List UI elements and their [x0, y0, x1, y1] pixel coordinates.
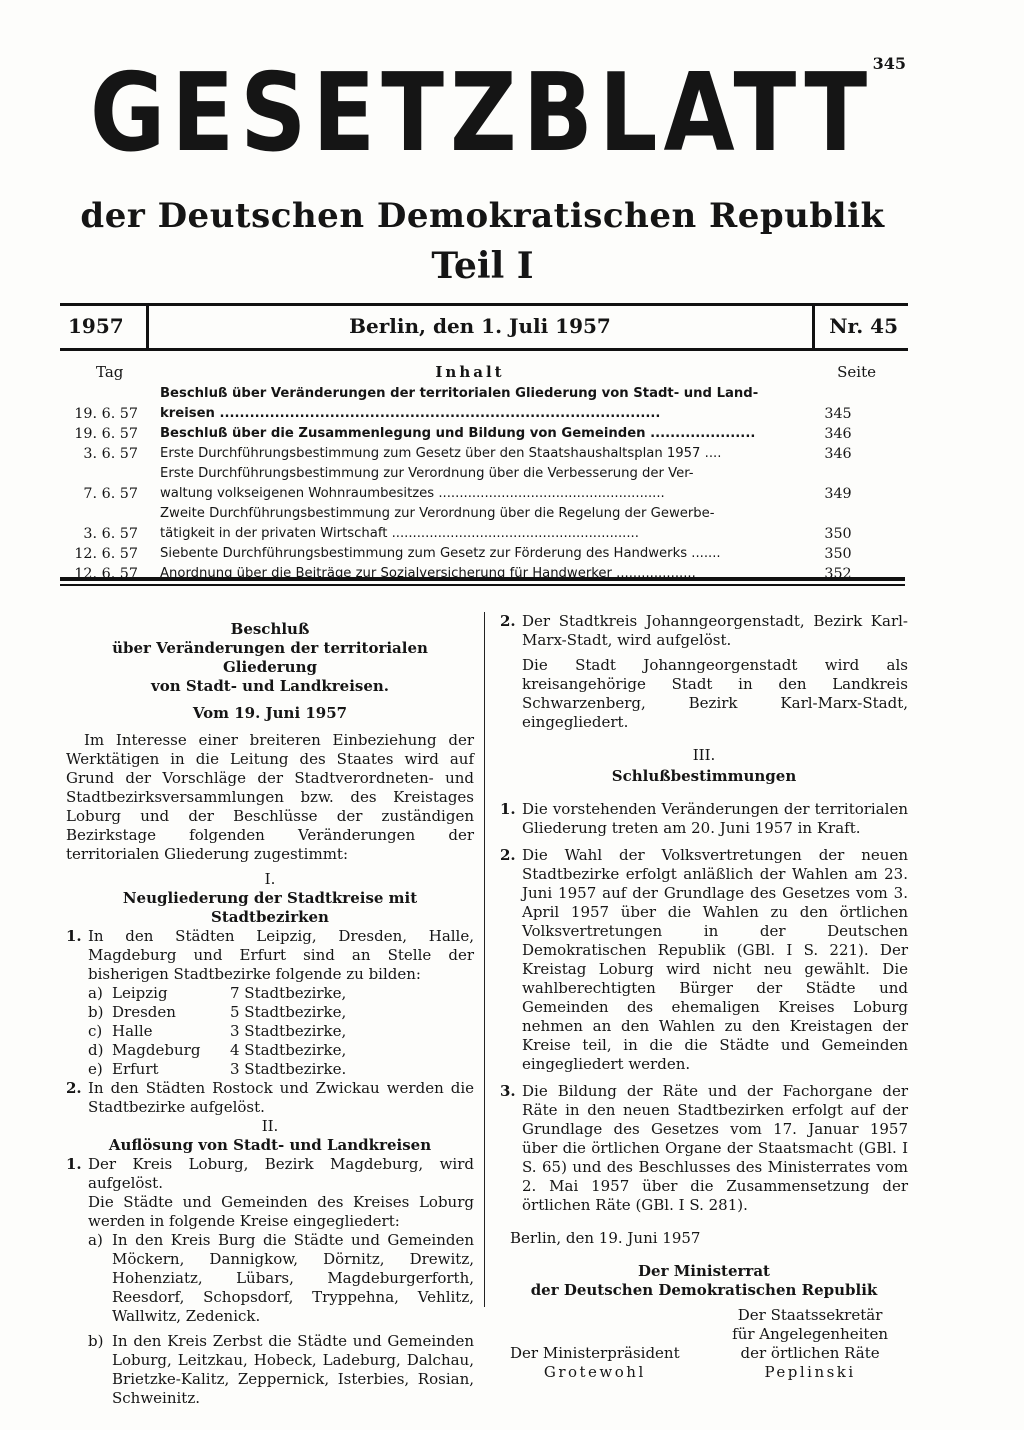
- item-text: Der Stadtkreis Johanngeorgenstadt, Bezirk Karl-Marx-Stadt, wird aufgelöst.: [522, 612, 908, 649]
- decree-title: von Stadt- und Landkreisen.: [150, 677, 390, 695]
- toc-title-line: Siebente Durchführungsbestimmung zum Gesetz zur Förderung des Handwerks .......: [160, 546, 721, 561]
- list-item: [500, 846, 908, 1074]
- item-text-line: Die Städte und Gemeinden des Kreises Loburg werden in folgende Kreise eingegliedert:: [88, 1193, 474, 1230]
- toc-page: 346: [824, 446, 852, 462]
- item-text: [88, 1155, 474, 1231]
- masthead-title: GESETZBLATT: [89, 50, 874, 176]
- district-label: b): [88, 1003, 104, 1021]
- signatory-title: Der Staatssekretär: [737, 1306, 883, 1324]
- toc-title: [160, 384, 802, 424]
- toc-row: [60, 464, 910, 504]
- toc-date: 19. 6. 57: [74, 426, 138, 442]
- table-of-contents: [60, 362, 910, 584]
- list-item: [66, 1079, 474, 1117]
- list-item: [500, 1082, 908, 1215]
- toc-row: [60, 504, 910, 544]
- district-label: a): [88, 984, 103, 1002]
- issue-number: Nr. 45: [829, 314, 898, 338]
- item-number: 1.: [66, 927, 82, 945]
- decree-title: über Veränderungen der territorialen Gliederung: [112, 639, 428, 676]
- masthead-subtitle: der Deutschen Demokratischen Republik: [80, 196, 885, 236]
- section-number: II.: [261, 1117, 279, 1135]
- decree-date: Vom 19. Juni 1957: [192, 704, 348, 722]
- district-count: 3 Stadtbezirke.: [230, 1060, 347, 1078]
- toc-page: 350: [824, 526, 852, 542]
- issue-divider: [146, 306, 149, 348]
- sub-list: [66, 1231, 474, 1408]
- toc-date: 3. 6. 57: [83, 446, 138, 462]
- list-item: [500, 612, 908, 650]
- list-item: [66, 927, 474, 984]
- item-number: 1.: [66, 1155, 82, 1173]
- toc-page: 345: [824, 406, 852, 422]
- item-number: 3.: [500, 1082, 516, 1100]
- toc-title: [160, 424, 802, 444]
- toc-col-page: Seite: [837, 363, 876, 381]
- item-text: Die Bildung der Räte und der Fachorgane der Räte in den neuen Stadtbezirken erfolgt auf der Grundlage des Gesetzes vom 17. Januar 1957 über die örtlichen Organe der Staatsmacht (GBl. I S. 65) und des Beschlusses des Ministerrates vom 2. Mai 1957 über die Zusammensetzung der örtlichen Räte (GBl. I S. 281).: [522, 1082, 908, 1214]
- district-label: c): [88, 1022, 103, 1040]
- toc-title-line: Zweite Durchführungsbestimmung zur Verordnung über die Regelung der Gewerbe-: [160, 506, 715, 521]
- district-count: 5 Stadtbezirke,: [230, 1003, 347, 1021]
- toc-date: 12. 6. 57: [74, 546, 138, 562]
- toc-date: 3. 6. 57: [83, 526, 138, 542]
- toc-row: [60, 544, 910, 564]
- toc-title: [160, 504, 802, 544]
- item-number: 2.: [500, 612, 516, 630]
- issue-divider: [812, 306, 815, 348]
- toc-page: 350: [824, 546, 852, 562]
- toc-col-day: Tag: [96, 363, 124, 381]
- sub-label: b): [88, 1332, 104, 1350]
- toc-title-line: Beschluß über die Zusammenlegung und Bildung von Gemeinden .....................: [160, 426, 756, 441]
- district-row: [88, 1041, 474, 1060]
- page-number: 345: [872, 54, 906, 73]
- district-list: [66, 984, 474, 1079]
- district-row: [88, 1022, 474, 1041]
- district-city: Magdeburg: [112, 1041, 201, 1059]
- signature-block: [500, 1344, 680, 1382]
- section-number: III.: [692, 746, 716, 764]
- toc-row: [60, 444, 910, 464]
- toc-title-line: Beschluß über Veränderungen der territorialen Gliederung von Stadt- und Land-: [160, 386, 759, 401]
- toc-title: [160, 544, 802, 564]
- place-date: Berlin, den 19. Juni 1957: [510, 1229, 701, 1247]
- section-title: Neugliederung der Stadtkreise mit Stadtbezirken: [122, 889, 418, 926]
- authority: der Deutschen Demokratischen Republik: [530, 1281, 878, 1299]
- decree-title: Beschluß: [230, 620, 310, 638]
- toc-rule: [60, 584, 905, 586]
- toc-title-line: tätigkeit in der privaten Wirtschaft ...........................................................: [160, 526, 639, 541]
- district-row: [88, 1003, 474, 1022]
- toc-title-line: Erste Durchführungsbestimmung zur Verordnung über die Verbesserung der Ver-: [160, 466, 694, 481]
- sub-text: In den Kreis Burg die Städte und Gemeinden Möckern, Dannigkow, Dörnitz, Drewitz, Hohenziatz, Lübars, Magdeburgerforth, Reesdorf, Schopsdorf, Tryppehna, Vehlitz, Wallwitz, Zedenick.: [112, 1231, 474, 1325]
- list-item: [66, 1155, 474, 1231]
- toc-title: [160, 444, 802, 464]
- column-divider: [484, 612, 485, 1307]
- toc-date: 7. 6. 57: [83, 486, 138, 502]
- authority: Der Ministerrat: [638, 1262, 770, 1280]
- toc-rows: [60, 384, 910, 584]
- toc-title: [160, 564, 802, 584]
- district-count: 3 Stadtbezirke,: [230, 1022, 347, 1040]
- section-number: I.: [264, 870, 276, 888]
- district-city: Leipzig: [112, 984, 168, 1002]
- item-number: 1.: [500, 800, 516, 818]
- toc-header: [60, 362, 910, 384]
- district-label: d): [88, 1041, 104, 1059]
- toc-page: 352: [824, 566, 852, 582]
- district-city: Erfurt: [112, 1060, 159, 1078]
- toc-row: [60, 384, 910, 424]
- right-column: [500, 612, 908, 1382]
- sub-text: In den Kreis Zerbst die Städte und Gemeinden Loburg, Leitzkau, Hobeck, Ladeburg, Dalchau, Brietzke-Kalitz, Zeppernick, Isterbies, Rosian, Schweinitz.: [112, 1332, 474, 1407]
- toc-page: 346: [824, 426, 852, 442]
- signatory-title: Der Ministerpräsident: [510, 1344, 680, 1362]
- toc-title: [160, 464, 802, 504]
- district-label: e): [88, 1060, 103, 1078]
- toc-page: 349: [824, 486, 852, 502]
- item-text: In den Städten Rostock und Zwickau werden die Stadtbezirke aufgelöst.: [88, 1079, 474, 1116]
- district-city: Dresden: [112, 1003, 176, 1021]
- masthead-part: Teil I: [431, 245, 534, 287]
- signatory-title: der örtlichen Räte: [740, 1344, 880, 1362]
- sub-label: a): [88, 1231, 103, 1249]
- issue-date: Berlin, den 1. Juli 1957: [349, 314, 611, 338]
- toc-date: 19. 6. 57: [74, 406, 138, 422]
- issue-bar: [60, 303, 908, 351]
- toc-date: 12. 6. 57: [74, 566, 138, 582]
- toc-title-line: waltung volkseigenen Wohnraumbesitzes ......................................................: [160, 486, 665, 501]
- toc-title-line: kreisen ........................................................................................: [160, 406, 661, 421]
- toc-rule: [60, 577, 905, 581]
- signatory-name: Grotewohl: [543, 1363, 646, 1381]
- item-number: 2.: [500, 846, 516, 864]
- issue-year: 1957: [68, 314, 124, 338]
- district-row: [88, 984, 474, 1003]
- paragraph: Die Stadt Johanngeorgenstadt wird als kreisangehörige Stadt in den Landkreis Schwarzenberg, Bezirk Karl-Marx-Stadt, eingegliedert.: [522, 656, 908, 731]
- toc-col-content: Inhalt: [435, 363, 505, 381]
- district-row: [88, 1060, 474, 1079]
- toc-row: [60, 424, 910, 444]
- toc-title-line: Anordnung über die Beiträge zur Sozialversicherung für Handwerker ...................: [160, 566, 696, 581]
- signatory-name: Peplinski: [764, 1363, 856, 1381]
- left-column: [66, 620, 474, 1408]
- signatory-title: für Angelegenheiten: [732, 1325, 888, 1343]
- district-city: Halle: [112, 1022, 153, 1040]
- toc-row: [60, 564, 910, 584]
- signatures: [500, 1306, 908, 1382]
- district-count: 4 Stadtbezirke,: [230, 1041, 347, 1059]
- preamble: Im Interesse einer breiteren Einbeziehung der Werktätigen in die Leitung des Staates wird auf Grund der Vorschläge der Stadtverordneten- und Stadtbezirksversammlungen bzw. des Kreistages Loburg und der Beschlüsse der zuständigen Bezirkstage folgenden Veränderungen der territorialen Gliederung zugestimmt:: [66, 731, 474, 863]
- sub-item: [88, 1231, 474, 1326]
- list-item: [500, 800, 908, 838]
- signature-block: [732, 1306, 908, 1382]
- item-text: Die vorstehenden Veränderungen der territorialen Gliederung treten am 20. Juni 1957 in Kraft.: [522, 800, 908, 837]
- item-text: Die Wahl der Volksvertretungen der neuen Stadtbezirke erfolgt anläßlich der Wahlen am 23. Juni 1957 auf der Grundlage des Gesetzes vom 3. April 1957 über die Wahlen zu den örtlichen Volksvertretungen in der Deutschen Demokratischen Republik (GBl. I S. 221). Der Kreistag Loburg wird nicht neu gewählt. Die wahlberechtigten Bürger der Städte und Gemeinden des ehemaligen Kreises Loburg nehmen an den Wahlen zu den Kreistagen der Kreise teil, in die die Städte und Gemeinden eingegliedert werden.: [522, 846, 908, 1073]
- toc-title-line: Erste Durchführungsbestimmung zum Gesetz über den Staatshaushaltsplan 1957 ....: [160, 446, 722, 461]
- item-text-line: Der Kreis Loburg, Bezirk Magdeburg, wird aufgelöst.: [88, 1155, 474, 1192]
- section-title: Auflösung von Stadt- und Landkreisen: [108, 1136, 432, 1154]
- item-number: 2.: [66, 1079, 82, 1097]
- district-count: 7 Stadtbezirke,: [230, 984, 347, 1002]
- item-text: In den Städten Leipzig, Dresden, Halle, Magdeburg und Erfurt sind an Stelle der bisherigen Stadtbezirke folgende zu bilden:: [88, 927, 474, 983]
- sub-item: [88, 1332, 474, 1408]
- section-title: Schlußbestimmungen: [611, 767, 797, 785]
